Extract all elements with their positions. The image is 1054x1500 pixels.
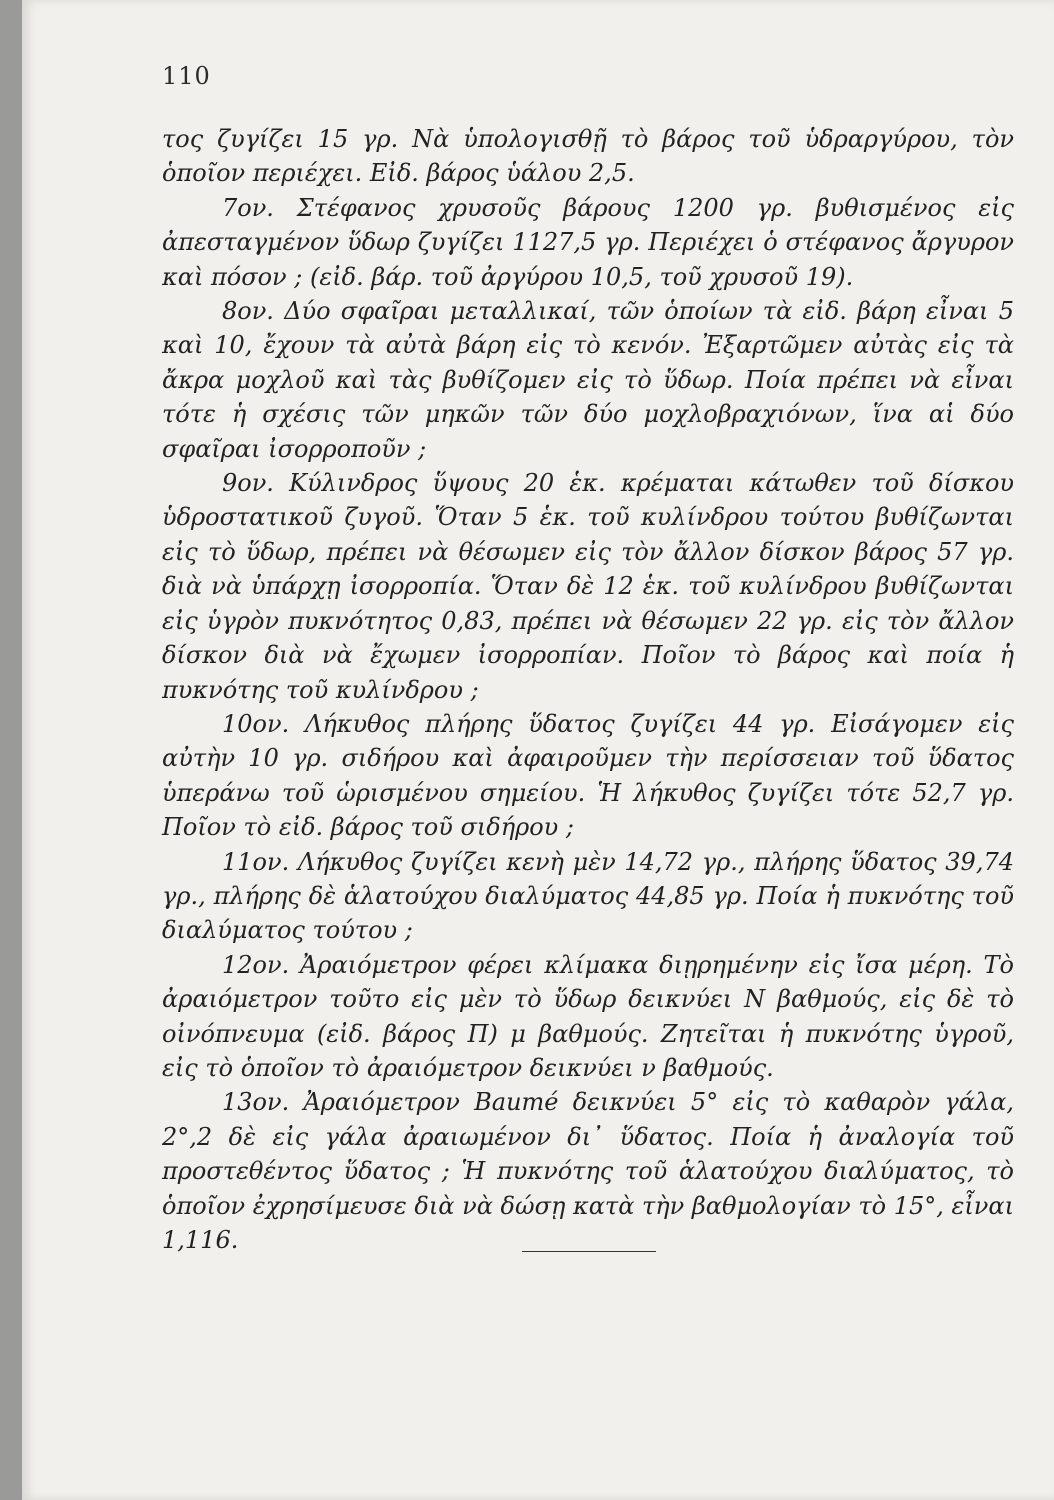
problem-9: 9ον. Κύλινδρος ὕψους 20 ἑκ. κρέμαται κάτωθεν τοῦ δίσκου ὑδροστατικοῦ ζυγοῦ. Ὅταν 5 ἑκ. τοῦ κυλίνδρου τούτου βυθίζωνται εἰς τὸ ὕδωρ, πρέπει νὰ θέσωμεν εἰς τὸν ἄλλον δίσκον βάρος 57 γρ. διὰ νὰ ὑπάρχῃ ἰσορροπία. Ὅταν δὲ 12 ἑκ. τοῦ κυλίνδρου βυθίζωνται εἰς ὑγρὸν πυκνότητος 0,83, πρέπει νὰ θέσωμεν 22 γρ. εἰς τὸν ἄλλον δίσκον διὰ νὰ ἔχωμεν ἰσορροπίαν. Ποῖον τὸ βάρος καὶ ποία ἡ πυκνότης τοῦ κυλίνδρου ; <box>162 469 1014 704</box>
problem-11: 11ον. Λήκυθος ζυγίζει κενὴ μὲν 14,72 γρ., πλήρης ὕδατος 39,74 γρ., πλήρης δὲ ἁλατούχου διαλύματος 44,85 γρ. Ποία ἡ πυκνότης τοῦ διαλύματος τούτου ; <box>162 847 1014 945</box>
text-body <box>162 122 1014 1257</box>
problem-7: 7ον. Στέφανος χρυσοῦς βάρους 1200 γρ. βυθισμένος εἰς ἀπεσταγμένον ὕδωρ ζυγίζει 1127,5 γρ. Περιέχει ὁ στέφανος ἄργυρον καὶ πόσον ; (εἰδ. βάρ. τοῦ ἀργύρου 10,5, τοῦ χρυσοῦ 19). <box>162 193 1014 291</box>
problem-8: 8ον. Δύο σφαῖραι μεταλλικαί, τῶν ὁποίων τὰ εἰδ. βάρη εἶναι 5 καὶ 10, ἔχουν τὰ αὐτὰ βάρη εἰς τὸ κενόν. Ἐξαρτῶμεν αὐτὰς εἰς τὰ ἄκρα μοχλοῦ καὶ τὰς βυθίζομεν εἰς τὸ ὕδωρ. Ποία πρέπει νὰ εἶναι τότε ἡ σχέσις τῶν μηκῶν τῶν δύο μοχλοβραχιόνων, ἵνα αἱ δύο σφαῖραι ἰσορροποῦν ; <box>162 297 1014 463</box>
problem-10: 10ον. Λήκυθος πλήρης ὕδατος ζυγίζει 44 γρ. Εἰσάγομεν εἰς αὐτὴν 10 γρ. σιδήρου καὶ ἀφαιροῦμεν τὴν περίσσειαν τοῦ ὕδατος ὑπεράνω τοῦ ὡρισμένου σημείου. Ἡ λήκυθος ζυγίζει τότε 52,7 γρ. Ποῖον τὸ εἰδ. βάρος τοῦ σιδήρου ; <box>162 709 1014 842</box>
page-number: 110 <box>162 62 211 90</box>
problem-12: 12ον. Ἀραιόμετρον φέρει κλίμακα διῃρημένην εἰς ἴσα μέρη. Τὸ ἀραιόμετρον τοῦτο εἰς μὲν τὸ ὕδωρ δεικνύει Ν βαθμούς, εἰς δὲ τὸ οἰνόπνευμα (εἰδ. βάρος Π) μ βαθμούς. Ζητεῖται ἡ πυκνότης ὑγροῦ, εἰς τὸ ὁποῖον τὸ ἀραιόμετρον δεικνύει ν βαθμούς. <box>162 950 1014 1082</box>
problem-13: 13ον. Ἀραιόμετρον Baumé δεικνύει 5° εἰς τὸ καθαρὸν γάλα, 2°,2 δὲ εἰς γάλα ἀραιωμένον δι᾽ ὕδατος. Ποία ἡ ἀναλογία τοῦ προστεθέντος ὕδατος ; Ἡ πυκνότης τοῦ ἁλατούχου διαλύματος, τὸ ὁποῖον ἐχρησίμευσε διὰ νὰ δώσῃ κατὰ τὴν βαθμολογίαν τὸ 15°, εἶναι 1,116. <box>162 1088 1014 1254</box>
section-end-rule <box>522 1251 656 1252</box>
paragraph-continuation: τος ζυγίζει 15 γρ. Νὰ ὑπολογισθῇ τὸ βάρος τοῦ ὑδραργύρου, τὸν ὁποῖον περιέχει. Εἰδ. βάρος ὑάλου 2,5. <box>162 125 1014 188</box>
book-page <box>22 0 1054 1500</box>
